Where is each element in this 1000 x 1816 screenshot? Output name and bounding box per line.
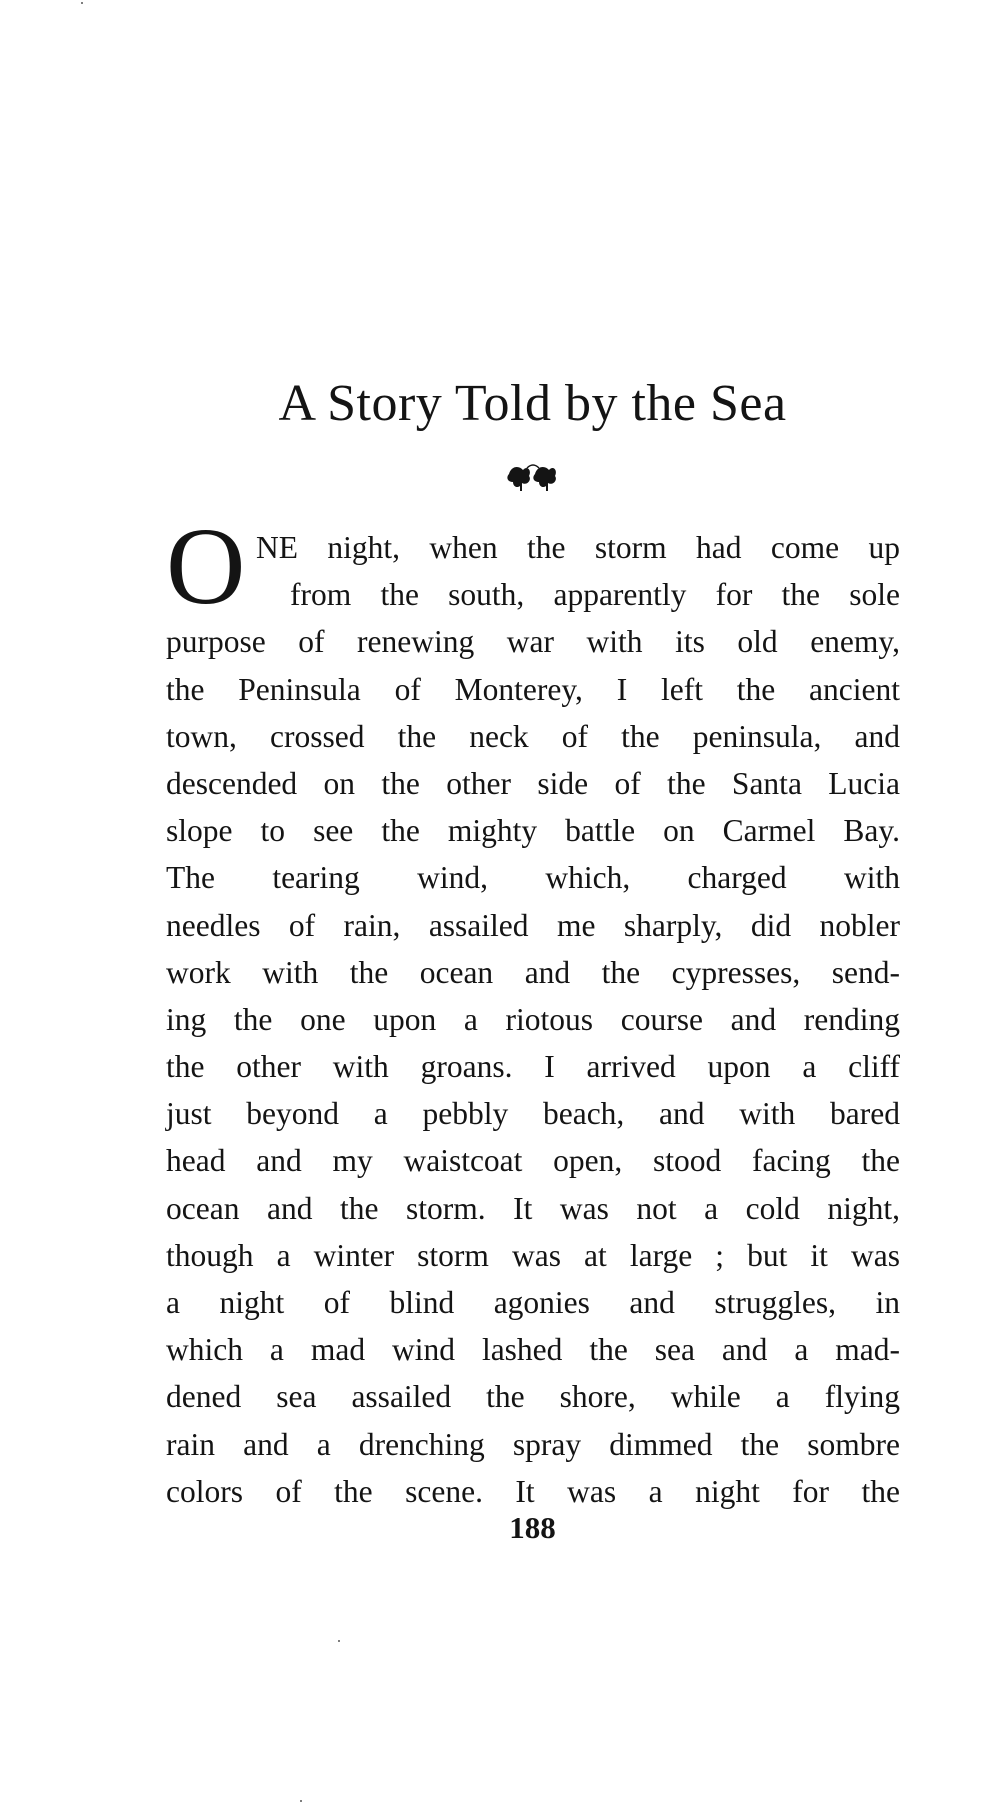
text-line: The tearing wind, which, charged with [166,860,900,896]
text-line: dened sea assailed the shore, while a flying [166,1379,900,1415]
text-line: work with the ocean and the cypresses, send- [166,954,900,990]
text-line: though a winter storm was at large ; but it was [166,1237,900,1273]
text-line: just beyond a pebbly beach, and with bared [166,1096,900,1132]
text-line: head and my waistcoat open, stood facing the [166,1143,900,1179]
text-line: ing the one upon a riotous course and rending [166,1001,900,1037]
scan-speck [300,1800,302,1802]
text-line: the Peninsula of Monterey, I left the ancient [166,671,900,707]
text-line: slope to see the mighty battle on Carmel Bay. [166,813,900,849]
text-line: descended on the other side of the Santa Lucia [166,765,900,801]
scan-speck [338,1640,340,1642]
text-line: the other with groans. I arrived upon a cliff [166,1049,900,1085]
text-line: which a mad wind lashed the sea and a mad- [166,1332,900,1368]
text-line: from the south, apparently for the sole [290,577,900,613]
page-number: 188 [509,1510,556,1545]
text-line: needles of rain, assailed me sharply, did nobler [166,907,900,943]
drop-cap: O [166,505,246,627]
body-paragraph [166,524,900,1515]
text-line: colors of the scene. It was a night for the [166,1473,900,1509]
text-line: ocean and the storm. It was not a cold night, [166,1190,900,1226]
text-line: rain and a drenching spray dimmed the sombre [166,1426,900,1462]
text-line: purpose of renewing war with its old enemy, [166,624,900,660]
text-line: town, crossed the neck of the peninsula, and [166,718,900,754]
scan-speck [81,2,83,4]
vine-leaf-ornament-icon [505,462,561,492]
text-line: NE night, when the storm had come up [256,530,900,565]
chapter-title: A Story Told by the Sea [278,375,787,432]
text-line: a night of blind agonies and struggles, in [166,1285,900,1320]
